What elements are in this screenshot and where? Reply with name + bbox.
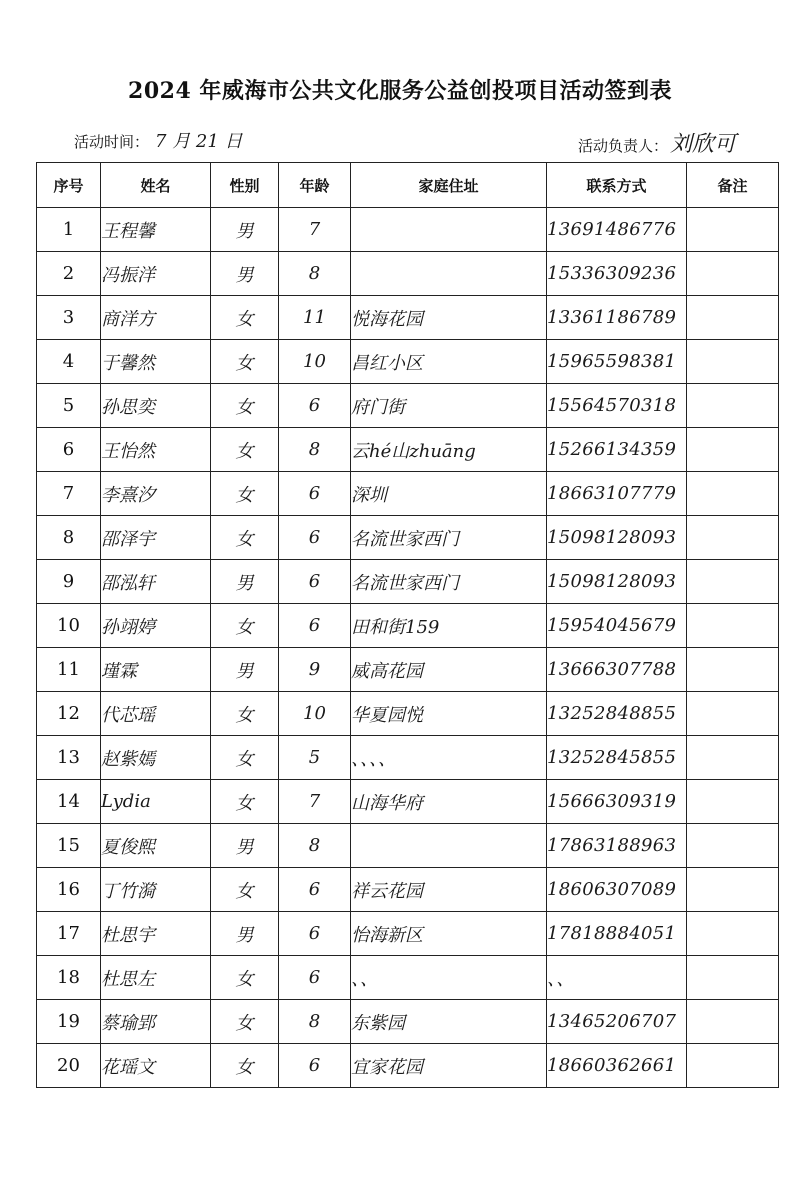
table-row (37, 648, 779, 692)
gender-cell: 男 (211, 252, 279, 296)
gender-cell: 女 (211, 472, 279, 516)
name-cell: 杜思左 (101, 956, 211, 1000)
row-number: 18 (37, 956, 101, 1000)
table-row (37, 560, 779, 604)
note-cell (687, 780, 779, 824)
age-cell: 5 (279, 736, 351, 780)
header-cell: 年龄 (279, 163, 351, 208)
table-body (37, 208, 779, 1088)
phone-cell: 18606307089 (547, 868, 687, 912)
note-cell (687, 736, 779, 780)
note-cell (687, 1000, 779, 1044)
age-cell: 6 (279, 912, 351, 956)
name-cell: 夏俊熙 (101, 824, 211, 868)
name-cell: Lydia (101, 780, 211, 824)
table-row (37, 780, 779, 824)
gender-cell: 女 (211, 956, 279, 1000)
phone-cell: 13252845855 (547, 736, 687, 780)
age-cell: 10 (279, 692, 351, 736)
note-cell (687, 516, 779, 560)
row-number: 6 (37, 428, 101, 472)
gender-cell: 男 (211, 208, 279, 252)
name-cell: 花瑶文 (101, 1044, 211, 1088)
phone-cell: 15098128093 (547, 560, 687, 604)
gender-cell: 男 (211, 824, 279, 868)
age-cell: 11 (279, 296, 351, 340)
name-cell: 王程馨 (101, 208, 211, 252)
gender-cell: 女 (211, 384, 279, 428)
note-cell (687, 604, 779, 648)
gender-cell: 女 (211, 296, 279, 340)
age-cell: 7 (279, 208, 351, 252)
gender-cell: 女 (211, 692, 279, 736)
address-cell: 东紫园 (351, 1000, 547, 1044)
address-cell: 宜家花园 (351, 1044, 547, 1088)
table-header-row (37, 163, 779, 208)
address-cell (351, 208, 547, 252)
address-cell: 华夏园悦 (351, 692, 547, 736)
name-cell: 李熹汐 (101, 472, 211, 516)
table-row (37, 472, 779, 516)
table-row (37, 340, 779, 384)
row-number: 8 (37, 516, 101, 560)
activity-time (74, 127, 243, 153)
note-cell (687, 824, 779, 868)
phone-cell: 、、 (547, 956, 687, 1000)
row-number: 15 (37, 824, 101, 868)
activity-leader (578, 127, 736, 158)
address-cell: 、、 (351, 956, 547, 1000)
phone-cell: 15098128093 (547, 516, 687, 560)
row-number: 9 (37, 560, 101, 604)
name-cell: 赵紫嫣 (101, 736, 211, 780)
note-cell (687, 208, 779, 252)
address-cell: 山海华府 (351, 780, 547, 824)
note-cell (687, 296, 779, 340)
note-cell (687, 472, 779, 516)
row-number: 7 (37, 472, 101, 516)
note-cell (687, 340, 779, 384)
address-cell: 祥云花园 (351, 868, 547, 912)
gender-cell: 女 (211, 604, 279, 648)
address-cell: 怡海新区 (351, 912, 547, 956)
address-cell (351, 824, 547, 868)
age-cell: 8 (279, 824, 351, 868)
name-cell: 于馨然 (101, 340, 211, 384)
row-number: 17 (37, 912, 101, 956)
note-cell (687, 648, 779, 692)
row-number: 12 (37, 692, 101, 736)
age-cell: 6 (279, 516, 351, 560)
row-number: 13 (37, 736, 101, 780)
name-cell: 丁竹漪 (101, 868, 211, 912)
gender-cell: 女 (211, 1044, 279, 1088)
name-cell: 冯振洋 (101, 252, 211, 296)
phone-cell: 15666309319 (547, 780, 687, 824)
activity-leader-signature: 刘欣可 (670, 132, 737, 157)
phone-cell: 18660362661 (547, 1044, 687, 1088)
note-cell (687, 1044, 779, 1088)
table-row (37, 516, 779, 560)
note-cell (687, 912, 779, 956)
table-row (37, 824, 779, 868)
address-cell: 深圳 (351, 472, 547, 516)
row-number: 20 (37, 1044, 101, 1088)
age-cell: 8 (279, 428, 351, 472)
note-cell (687, 956, 779, 1000)
table-row (37, 692, 779, 736)
table-row (37, 1000, 779, 1044)
row-number: 16 (37, 868, 101, 912)
address-cell: 田和街159 (351, 604, 547, 648)
gender-cell: 男 (211, 648, 279, 692)
address-cell: 悦海花园 (351, 296, 547, 340)
address-cell: 名流世家西门 (351, 516, 547, 560)
address-cell: 名流世家西门 (351, 560, 547, 604)
table-row (37, 1044, 779, 1088)
gender-cell: 女 (211, 516, 279, 560)
name-cell: 孙翊婷 (101, 604, 211, 648)
table-row (37, 956, 779, 1000)
row-number: 14 (37, 780, 101, 824)
table-row (37, 736, 779, 780)
row-number: 4 (37, 340, 101, 384)
age-cell: 6 (279, 956, 351, 1000)
note-cell (687, 692, 779, 736)
address-cell: 云hé山zhuāng (351, 428, 547, 472)
name-cell: 邵泓轩 (101, 560, 211, 604)
name-cell: 代芯瑶 (101, 692, 211, 736)
age-cell: 7 (279, 780, 351, 824)
phone-cell: 15266134359 (547, 428, 687, 472)
name-cell: 孙思奕 (101, 384, 211, 428)
phone-cell: 18663107779 (547, 472, 687, 516)
gender-cell: 女 (211, 868, 279, 912)
gender-cell: 男 (211, 912, 279, 956)
age-cell: 6 (279, 1044, 351, 1088)
address-cell (351, 252, 547, 296)
phone-cell: 15954045679 (547, 604, 687, 648)
note-cell (687, 384, 779, 428)
table-row (37, 296, 779, 340)
activity-time-label: 活动时间： (74, 133, 150, 151)
phone-cell: 15564570318 (547, 384, 687, 428)
age-cell: 6 (279, 868, 351, 912)
age-cell: 6 (279, 384, 351, 428)
age-cell: 10 (279, 340, 351, 384)
name-cell: 王怡然 (101, 428, 211, 472)
name-cell: 邵泽宇 (101, 516, 211, 560)
age-cell: 6 (279, 472, 351, 516)
phone-cell: 17863188963 (547, 824, 687, 868)
gender-cell: 女 (211, 340, 279, 384)
address-cell: 威高花园 (351, 648, 547, 692)
header-cell: 序号 (37, 163, 101, 208)
name-cell: 杜思宇 (101, 912, 211, 956)
row-number: 11 (37, 648, 101, 692)
header-cell: 姓名 (101, 163, 211, 208)
phone-cell: 13666307788 (547, 648, 687, 692)
age-cell: 8 (279, 1000, 351, 1044)
table-row (37, 384, 779, 428)
row-number: 1 (37, 208, 101, 252)
table-row (37, 868, 779, 912)
phone-cell: 13252848855 (547, 692, 687, 736)
table-row (37, 604, 779, 648)
page-title: 2024 年威海市公共文化服务公益创投项目活动签到表 (128, 78, 672, 104)
phone-cell: 13465206707 (547, 1000, 687, 1044)
table-row (37, 428, 779, 472)
name-cell: 瑾霖 (101, 648, 211, 692)
phone-cell: 13361186789 (547, 296, 687, 340)
gender-cell: 女 (211, 736, 279, 780)
table-row (37, 912, 779, 956)
sign-in-table (36, 162, 779, 1088)
age-cell: 8 (279, 252, 351, 296)
header-cell: 家庭住址 (351, 163, 547, 208)
header-cell: 联系方式 (547, 163, 687, 208)
phone-cell: 15965598381 (547, 340, 687, 384)
address-cell: 昌红小区 (351, 340, 547, 384)
gender-cell: 女 (211, 1000, 279, 1044)
row-number: 5 (37, 384, 101, 428)
header-cell: 性别 (211, 163, 279, 208)
gender-cell: 女 (211, 780, 279, 824)
age-cell: 6 (279, 604, 351, 648)
phone-cell: 17818884051 (547, 912, 687, 956)
note-cell (687, 252, 779, 296)
activity-time-value: 7 月 21 日 (155, 131, 243, 152)
row-number: 19 (37, 1000, 101, 1044)
table-row (37, 208, 779, 252)
row-number: 3 (37, 296, 101, 340)
table-row (37, 252, 779, 296)
address-cell: 、、、、 (351, 736, 547, 780)
row-number: 10 (37, 604, 101, 648)
address-cell: 府门街 (351, 384, 547, 428)
name-cell: 蔡瑜郢 (101, 1000, 211, 1044)
note-cell (687, 428, 779, 472)
note-cell (687, 560, 779, 604)
row-number: 2 (37, 252, 101, 296)
gender-cell: 男 (211, 560, 279, 604)
age-cell: 6 (279, 560, 351, 604)
activity-leader-label: 活动负责人： (578, 137, 669, 155)
gender-cell: 女 (211, 428, 279, 472)
header-cell: 备注 (687, 163, 779, 208)
name-cell: 商洋方 (101, 296, 211, 340)
note-cell (687, 868, 779, 912)
age-cell: 9 (279, 648, 351, 692)
phone-cell: 13691486776 (547, 208, 687, 252)
phone-cell: 15336309236 (547, 252, 687, 296)
